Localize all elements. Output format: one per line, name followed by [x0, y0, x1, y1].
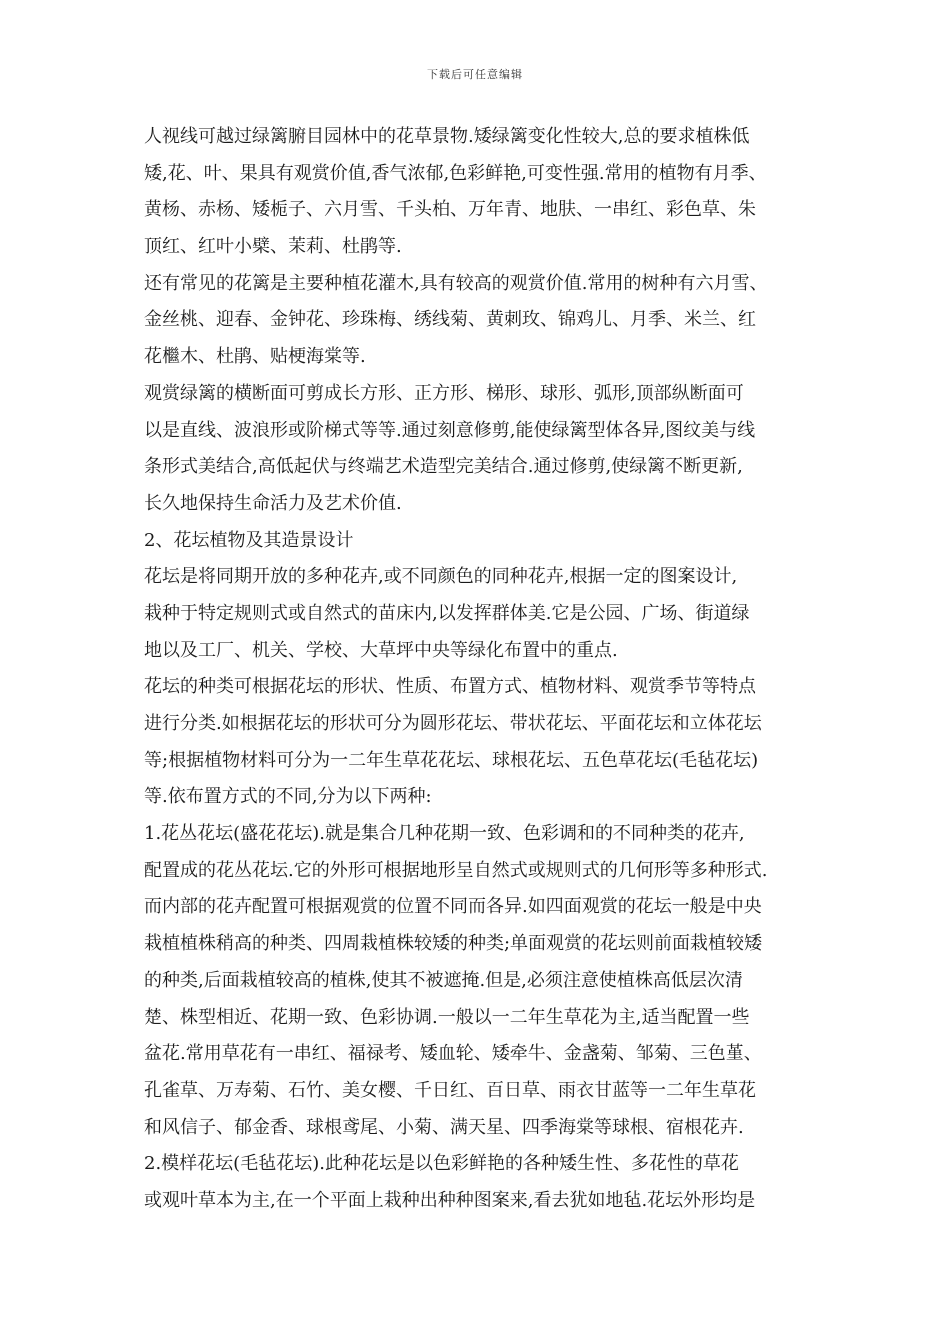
section-heading: 2、花坛植物及其造景设计 [144, 529, 354, 551]
text-line: 还有常见的花篱是主要种植花灌木,具有较高的观赏价值.常用的树种有六月雪、 [144, 272, 768, 294]
text-line: 栽植植株稍高的种类、四周栽植株较矮的种类;单面观赏的花坛则前面栽植较矮 [144, 933, 763, 955]
text-line: 以是直线、波浪形或阶梯式等等.通过刻意修剪,能使绿篱型体各异,图纹美与线 [144, 419, 756, 441]
text-line: 人视线可越过绿篱腑目园林中的花草景物.矮绿篱变化性较大,总的要求植株低 [144, 126, 750, 147]
text-line: 1.花丛花坛(盛花花坛).就是集合几种花期一致、色彩调和的不同种类的花卉, [144, 823, 745, 845]
text-line: 等.依布置方式的不同,分为以下两种: [144, 786, 432, 808]
text-line: 地以及工厂、机关、学校、大草坪中央等绿化布置中的重点. [144, 639, 618, 661]
text-line: 盆花.常用草花有一串红、福禄考、矮血轮、矮牵牛、金盏菊、邹菊、三色堇、 [144, 1043, 762, 1065]
text-line: 金丝桃、迎春、金钟花、珍珠梅、绣线菊、黄刺玫、锦鸡儿、月季、米兰、红 [144, 309, 756, 331]
text-line: 的种类,后面栽植较高的植株,使其不被遮掩.但是,必须注意使植株高低层次清 [144, 969, 743, 991]
text-line: 孔雀草、万寿菊、石竹、美女樱、千日红、百日草、雨衣甘蓝等一二年生草花 [144, 1079, 756, 1101]
text-line: 等;根据植物材料可分为一二年生草花花坛、球根花坛、五色草花坛(毛毡花坛) [144, 749, 759, 771]
text-line: 黄杨、赤杨、矮栀子、六月雪、千头柏、万年青、地肤、一串红、彩色草、朱 [144, 199, 756, 221]
text-line: 楚、株型相近、花期一致、色彩协调.一般以一二年生草花为主,适当配置一些 [144, 1006, 750, 1028]
text-line: 长久地保持生命活力及艺术价值. [144, 492, 402, 514]
text-line: 2.模样花坛(毛毡花坛).此种花坛是以色彩鲜艳的各种矮生性、多花性的草花 [144, 1153, 739, 1175]
text-line: 花坛的种类可根据花坛的形状、性质、布置方式、植物材料、观赏季节等特点 [144, 676, 756, 698]
text-line: 栽种于特定规则式或自然式的苗床内,以发挥群体美.它是公园、广场、街道绿 [144, 602, 750, 624]
text-line: 花坛是将同期开放的多种花卉,或不同颜色的同种花卉,根据一定的图案设计, [144, 566, 738, 588]
text-line: 顶红、红叶小檗、茉莉、杜鹃等. [144, 236, 402, 258]
text-line: 配置成的花丛花坛.它的外形可根据地形呈自然式或规则式的几何形等多种形式. [144, 859, 768, 881]
text-line: 进行分类.如根据花坛的形状可分为圆形花坛、带状花坛、平面花坛和立体花坛 [144, 713, 762, 734]
text-line: 条形式美结合,高低起伏与终端艺术造型完美结合.通过修剪,使绿篱不断更新, [144, 456, 743, 478]
text-line: 或观叶草本为主,在一个平面上栽种出种种图案来,看去犹如地毡.花坛外形均是 [144, 1189, 756, 1211]
text-line: 花檵木、杜鹃、贴梗海棠等. [144, 346, 366, 368]
text-line: 和风信子、郁金香、球根鸢尾、小菊、满天星、四季海棠等球根、宿根花卉. [144, 1116, 744, 1138]
text-line: 观赏绿篱的横断面可剪成长方形、正方形、梯形、球形、弧形,顶部纵断面可 [144, 382, 744, 404]
text-line: 矮,花、叶、果具有观赏价值,香气浓郁,色彩鲜艳,可变性强.常用的植物有月季、 [144, 162, 767, 184]
page-header: 下载后可任意编辑 [427, 68, 523, 81]
document-body [144, 119, 820, 1220]
text-line: 而内部的花卉配置可根据观赏的位置不同而各异.如四面观赏的花坛一般是中央 [144, 896, 762, 918]
